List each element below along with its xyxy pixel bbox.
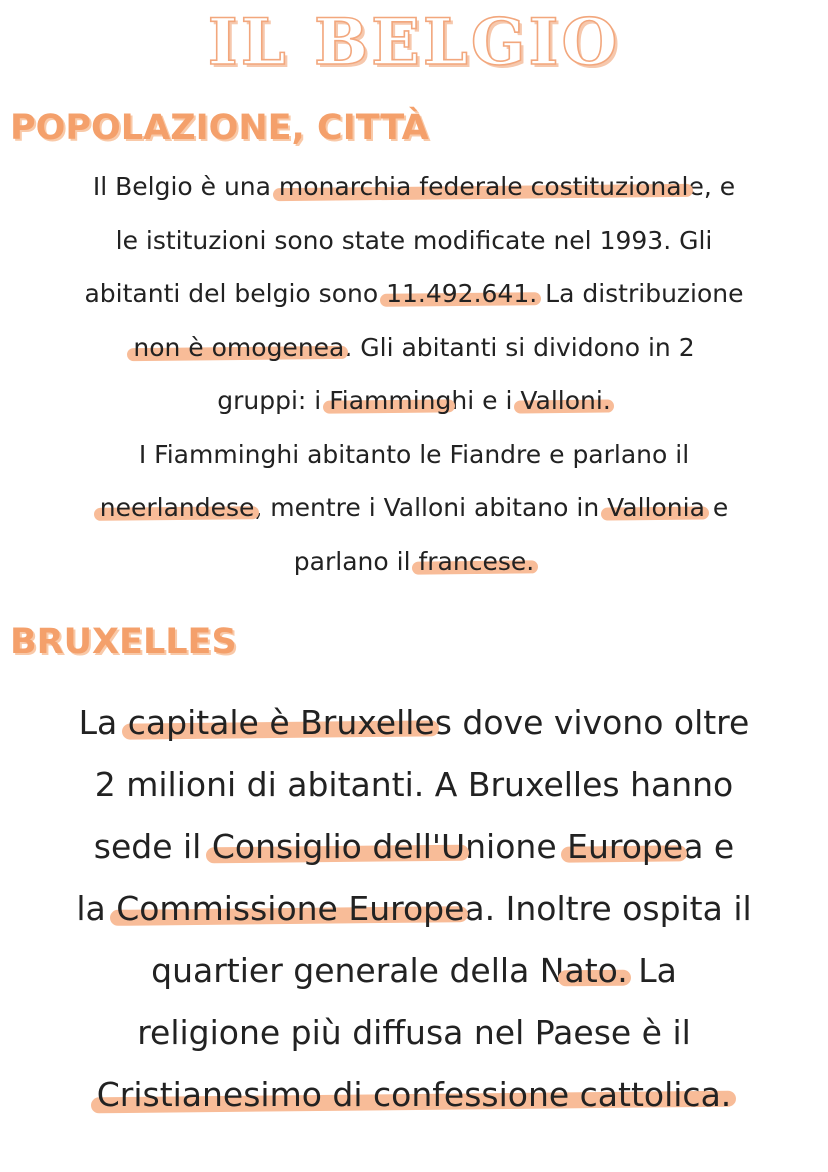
text-span: quartier generale della N — [151, 951, 565, 990]
highlighted-text: Vallonia — [607, 493, 705, 522]
text-span: le istituzioni sono state modificate nel 1993. Gli — [115, 225, 713, 255]
text-line — [0, 374, 828, 428]
text-span: La distribuzione — [537, 279, 744, 308]
text-span: s dove vivono oltre — [434, 703, 750, 742]
text-span: . Gli abitanti si dividono in 2 — [344, 332, 695, 362]
text-span: La — [78, 703, 128, 742]
highlighted-text: Cristianesimo di confessione cattolica. — [96, 1075, 732, 1114]
text-span: e — [704, 493, 729, 522]
text-line — [0, 428, 828, 482]
text-line — [0, 754, 828, 816]
paragraph-bruxelles — [0, 692, 828, 1126]
text-line — [0, 1064, 828, 1126]
highlighted-text: Europe — [567, 827, 684, 866]
text-span: 2 milioni di abitanti. A Bruxelles hanno — [94, 765, 734, 804]
section-heading-popolazione: POPOLAZIONE, CITTÀ — [10, 108, 429, 148]
text-span: sede il — [93, 827, 212, 866]
highlighted-text: neerlandese — [99, 493, 255, 522]
text-span: I Fiamminghi abitanto le Fiandre e parlano il — [138, 439, 690, 469]
text-line — [0, 940, 828, 1002]
highlighted-text: non è omogenea — [133, 332, 345, 362]
text-span: gruppi: i — [217, 386, 330, 415]
text-span: e, e — [688, 172, 736, 201]
text-span: nione — [465, 827, 568, 866]
text-span: a e — [683, 827, 735, 866]
highlighted-text: monarchia federale costituzional — [278, 172, 689, 201]
text-line — [0, 267, 828, 321]
text-span: a. Inoltre ospita il — [464, 889, 752, 928]
text-span: abitanti del belgio sono — [84, 279, 387, 308]
text-line — [0, 1002, 828, 1064]
text-line — [0, 535, 828, 589]
highlighted-text: ato. — [564, 951, 628, 990]
text-line — [0, 816, 828, 878]
text-span: parlano il — [293, 546, 419, 576]
section-heading-bruxelles: BRUXELLES — [10, 622, 237, 662]
text-span: hi e i — [451, 386, 521, 415]
text-line — [0, 878, 828, 940]
text-span: la — [76, 889, 117, 928]
text-span: Il Belgio è una — [92, 172, 279, 201]
text-line — [0, 160, 828, 214]
text-line — [0, 692, 828, 754]
highlighted-text: 11.492.641. — [386, 279, 538, 308]
highlighted-text: capitale è Bruxelle — [127, 703, 435, 742]
text-line — [0, 481, 828, 535]
text-span: La — [627, 951, 677, 990]
text-span: religione più diffusa nel Paese è il — [137, 1013, 691, 1052]
highlighted-text: Valloni. — [520, 386, 611, 415]
text-line — [0, 214, 828, 268]
text-span: , mentre i Valloni abitano in — [254, 493, 608, 522]
highlighted-text: Consiglio dell'U — [211, 827, 466, 866]
highlighted-text: francese. — [418, 546, 535, 576]
highlighted-text: Fiamming — [329, 386, 452, 415]
paragraph-popolazione — [0, 160, 828, 588]
text-line — [0, 321, 828, 375]
highlighted-text: Commissione Europe — [116, 889, 465, 928]
page-title: IL BELGIO — [207, 5, 621, 80]
